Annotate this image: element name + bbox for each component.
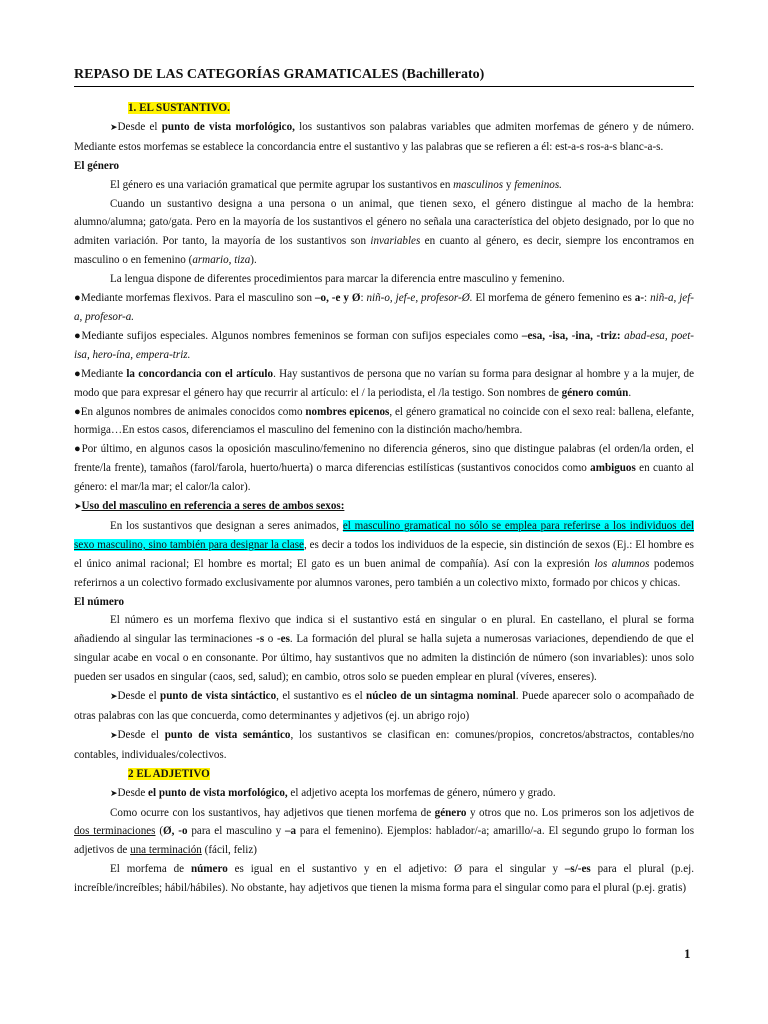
subheading-genero: El género [74,159,120,172]
paragraph-sintactico: ➤Desde el punto de vista sintáctico, el sustantivo es el núcleo de un sintagma nominal. Puede aparecer solo o acompañado de otras palabras con las que concuerda, como determinantes y adjetivos (ej. un abrigo rojo) [74,690,695,722]
subheading-uso-masculino: ➤Uso del masculino en referencia a seres de ambos sexos: [74,500,345,513]
paragraph-genero-3: La lengua dispone de diferentes procedimientos para marcar la diferencia entre masculino y femenino. [110,273,565,286]
document-page [74,66,694,898]
bullet-concordancia: ●Mediante la concordancia con el artículo. Hay sustantivos de persona que no varían su forma para designar al hombre y a la mujer, de modo que para expresar el género hay que recurrir al artículo: el / la periodista, el /la testigo. Son nombres de género común. [74,367,694,399]
arrow-bullet-icon: ➤ [110,730,118,741]
paragraph-adjetivo-morfologico: ➤Desde el punto de vista morfológico, el adjetivo acepta los morfemas de género, número y grado. [110,786,556,799]
paragraph-adjetivo-numero: El morfema de número es igual en el sustantivo y en el adjetivo: Ø para el singular y –s/-es para el plural (p.ej. increíble/increíbles; hábil/hábiles). No obstante, hay adjetivos que tienen la misma forma para el singular como para el plural (p.ej. gratis) [74,863,694,895]
paragraph-adjetivo-genero: Como ocurre con los sustantivos, hay adjetivos que tienen morfema de género y otros que no. Los primeros son los adjetivos de dos terminaciones (Ø, -o para el masculino y –a para el femenino). Ejemplos: hablador/-a; amarillo/-a. El segundo grupo lo forman los adjetivos de una terminación (fácil, feliz) [74,806,695,857]
title-subtitle: (Bachillerato) [401,67,485,82]
bullet-morfemas-flexivos: ●Mediante morfemas flexivos. Para el masculino son –o, -e y Ø: niñ-o, jef-e, profesor-Ø. El morfema de género femenino es a-: niñ-a, jef-a, profesor-a. [74,292,694,323]
section-heading-adjetivo: 2 EL ADJETIVO [128,767,210,780]
bullet-epicenos: ●En algunos nombres de animales conocidos como nombres epicenos, el género gramatical no coincide con el sexo real: ballena, elefante, hormiga…En estos casos, diferenciamos el masculino del femenino con la distinción macho/hembra. [74,405,694,437]
arrow-bullet-icon: ➤ [110,692,118,703]
bullet-sufijos: ●Mediante sufijos especiales. Algunos nombres femeninos se forman con sufijos especiales como –esa, -isa, -ina, -triz: abad-esa, poet-isa, hero-ína, empera-triz. [74,329,694,361]
paragraph-genero-1: El género es una variación gramatical que permite agrupar los sustantivos en masculinos y femeninos. [110,178,562,191]
page-number: 1 [684,946,691,961]
paragraph-numero: El número es un morfema flexivo que indica si el sustantivo está en singular o en plural. En castellano, el plural se forma añadiendo al singular las terminaciones -s o -es. La formación del plural se halla sujeta a numerosas variaciones, dependiendo de que el singular acabe en vocal o en consonante. Por último, hay sustantivos que no admiten la distinción de número (son invariables): unos solo pueden ser usados en singular (caos, sed, salud); en cambio, otros solo se pueden emplear en plural (víveres, enseres). [74,614,694,684]
paragraph-semantico: ➤Desde el punto de vista semántico, los sustantivos se clasifican en: comunes/propios, concretos/abstractos, contables/no contables, individuales/colectivos. [74,728,694,761]
arrow-bullet-icon: ➤ [110,788,118,799]
section-heading-sustantivo: 1. EL SUSTANTIVO. [128,102,230,114]
arrow-bullet-icon: ➤ [74,502,82,513]
paragraph-genero-2: Cuando un sustantivo designa a una persona o un animal, que tienen sexo, el género distingue al macho de la hembra: alumno/alumna; gato/gata. Pero en la mayoría de los sustantivos el género no señala una característica del objeto designado, por lo que no admiten variación. Por tanto, la mayoría de los sustantivos son invariables en cuanto al género, es decir, siempre los encontramos en masculino o en femenino (armario, tiza). [74,197,694,267]
page-title [74,66,694,87]
paragraph-morfologico: ➤Desde el punto de vista morfológico, los sustantivos son palabras variables que admiten morfemas de género y de número. Mediante estos morfemas se establece la concordancia entre el sustantivo y las palabras que se refieren a él: est-a-s ros-a-s blanc-a-s. [74,120,695,153]
title-text: REPASO DE LAS CATEGORÍAS GRAMATICALES [74,67,399,82]
subheading-numero: El número [74,595,125,608]
arrow-bullet-icon: ➤ [110,122,118,133]
bullet-ambiguos: ●Por último, en algunos casos la oposición masculino/femenino no diferencia géneros, sino que distingue palabras (el orden/la orden, el frente/la frente), tamaños (farol/farola, huerto/huerta) o marca diferencias estilísticas (sustantivos conocidos como ambiguos en cuanto al género: el mar/la mar; el calor/la calor). [74,443,694,494]
paragraph-uso-masculino: En los sustantivos que designan a seres animados, el masculino gramatical no sólo se emplea para referirse a los individuos del sexo masculino, sino también para designar la clase, es decir a todos los individuos de la especie, sin distinción de sexos (Ej.: El hombre es el único animal racional; El hombre es mortal; El gato es un buen animal de compañía). Así con la expresión los alumnos podemos referirnos a un colectivo formado exclusivamente por alumnos varones, pero también a un colectivo mixto, formado por chicos y chicas. [74,519,694,589]
